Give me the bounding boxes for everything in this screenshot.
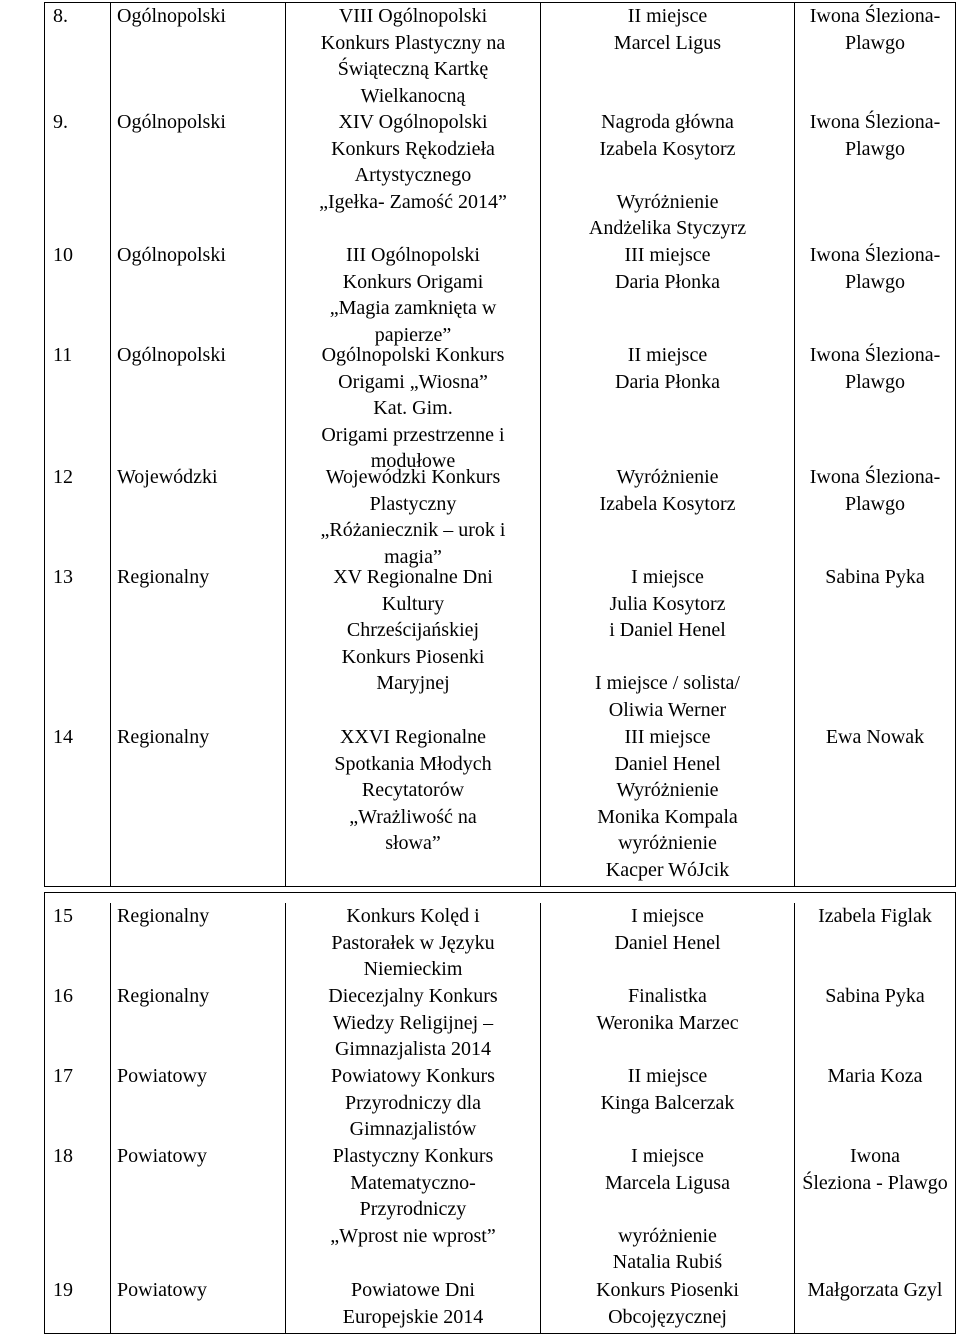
competition-title: XIV Ogólnopolski bbox=[338, 111, 488, 133]
table-row bbox=[45, 1063, 955, 1143]
competition-title: Wiedzy Religijnej – bbox=[332, 1011, 494, 1034]
result-text: Wyróżnienie bbox=[616, 466, 719, 488]
competition-title: III Ogólnopolski bbox=[346, 244, 480, 266]
result-text: Julia Kosytorz bbox=[609, 592, 726, 615]
result-text: Marcela Ligusa bbox=[605, 1171, 730, 1194]
teacher-name: Iwona bbox=[850, 1145, 900, 1167]
competition-title: Pastorałek w Języku bbox=[331, 931, 495, 954]
competition-level: Regionalny bbox=[117, 985, 210, 1007]
teacher-name: Iwona Śleziona- bbox=[809, 344, 941, 366]
competition-title: Powiatowe Dni bbox=[351, 1279, 475, 1301]
competition-title: Origami przestrzenne i bbox=[321, 423, 505, 446]
row-number: 10 bbox=[53, 244, 73, 266]
competition-level: Regionalny bbox=[117, 566, 210, 588]
teacher-name: Plawgo bbox=[845, 31, 905, 54]
table-row bbox=[45, 724, 955, 886]
row-number: 12 bbox=[53, 466, 73, 488]
competition-title: Recytatorów bbox=[361, 779, 465, 801]
row-number: 14 bbox=[53, 726, 73, 748]
row-number: 18 bbox=[53, 1145, 73, 1167]
result-text: i Daniel Henel bbox=[609, 619, 726, 641]
row-number: 17 bbox=[53, 1065, 73, 1087]
competition-title: Kultury bbox=[381, 592, 445, 615]
competition-level: Regionalny bbox=[117, 726, 210, 748]
teacher-name: Iwona Śleziona- bbox=[809, 466, 941, 488]
result-text: Natalia Rubiś bbox=[612, 1251, 723, 1273]
result-text: Nagroda główna bbox=[601, 111, 734, 133]
row-number: 16 bbox=[53, 985, 73, 1007]
row-number: 15 bbox=[53, 905, 73, 927]
result-text: Daria Płonka bbox=[615, 370, 720, 393]
competition-title: Konkurs Rękodzieła bbox=[331, 137, 495, 160]
result-text: Daria Płonka bbox=[615, 270, 720, 293]
result-text: Konkurs Piosenki bbox=[596, 1279, 739, 1301]
teacher-name: Iwona Śleziona- bbox=[809, 244, 941, 266]
competition-title: Ogólnopolski Konkurs bbox=[321, 344, 505, 366]
result-text: Oliwia Werner bbox=[608, 698, 727, 721]
teacher-name: Maria Koza bbox=[827, 1065, 923, 1087]
result-text: Finalistka bbox=[628, 985, 707, 1007]
row-number: 13 bbox=[53, 566, 73, 588]
competition-title: XXVI Regionalne bbox=[339, 726, 487, 748]
table-row bbox=[45, 109, 955, 242]
result-text: I miejsce bbox=[631, 1145, 704, 1167]
result-text: wyróżnienie bbox=[618, 832, 717, 854]
result-text: Wyróżnienie bbox=[616, 779, 719, 801]
competition-title: Plastyczny Konkurs bbox=[332, 1145, 494, 1167]
competition-title: XV Regionalne Dni bbox=[333, 566, 493, 588]
competition-title: Konkurs Piosenki bbox=[341, 645, 485, 668]
competition-title: „Igełka- Zamość 2014” bbox=[319, 190, 507, 213]
table-row bbox=[45, 983, 955, 1063]
table-row bbox=[45, 1277, 955, 1333]
table-row bbox=[45, 242, 955, 346]
competition-title: Niemieckim bbox=[363, 958, 463, 980]
competition-title: „Magia zamknięta w bbox=[329, 297, 497, 319]
teacher-name: Plawgo bbox=[845, 270, 905, 293]
row-number: 19 bbox=[53, 1279, 73, 1301]
teacher-name: Ewa Nowak bbox=[825, 726, 925, 748]
teacher-name: Plawgo bbox=[845, 492, 905, 515]
table-row bbox=[45, 3, 955, 109]
competition-title: Origami „Wiosna” bbox=[338, 370, 488, 393]
result-text: II miejsce bbox=[627, 344, 708, 366]
result-text: wyróżnienie bbox=[618, 1224, 717, 1247]
table-row bbox=[45, 564, 955, 724]
teacher-name: Plawgo bbox=[845, 370, 905, 393]
competition-title: „Wprost nie wprost” bbox=[330, 1224, 496, 1247]
teacher-name: Izabela Figlak bbox=[818, 905, 932, 927]
table-row bbox=[45, 464, 955, 568]
competition-title: Matematyczno- bbox=[350, 1171, 476, 1194]
result-text: II miejsce bbox=[627, 5, 708, 27]
result-text: Wyróżnienie bbox=[616, 190, 719, 213]
result-text: Kinga Balcerzak bbox=[600, 1091, 735, 1114]
competition-title: Gimnazjalistów bbox=[349, 1118, 477, 1140]
result-text: Daniel Henel bbox=[614, 931, 721, 954]
result-text: Andżelika Styczyrz bbox=[588, 217, 747, 239]
result-text: I miejsce bbox=[631, 566, 704, 588]
competition-title: magia” bbox=[384, 545, 442, 568]
competition-title: Wielkanocną bbox=[360, 84, 466, 107]
competition-level: Wojewódzki bbox=[117, 466, 218, 488]
teacher-name: Małgorzata Gzyl bbox=[807, 1279, 943, 1301]
competition-title: Plastyczny bbox=[369, 492, 457, 515]
result-text: III miejsce bbox=[624, 244, 711, 266]
result-text: I miejsce bbox=[631, 905, 704, 927]
competition-title: papierze” bbox=[374, 323, 452, 346]
result-text: Izabela Kosytorz bbox=[599, 492, 736, 515]
competition-title: Maryjnej bbox=[376, 672, 450, 694]
row-number: 11 bbox=[53, 344, 73, 366]
competition-title: Powiatowy Konkurs bbox=[331, 1065, 495, 1087]
competition-title: „Wrażliwość na bbox=[349, 805, 477, 828]
row-number: 9. bbox=[53, 111, 68, 133]
competition-level: Ogólnopolski bbox=[117, 244, 226, 266]
competition-title: Świąteczną Kartkę bbox=[337, 58, 489, 80]
result-text: Monika Kompala bbox=[597, 805, 738, 828]
result-text: Marcel Ligus bbox=[613, 31, 722, 54]
competition-title: Gimnazjalista 2014 bbox=[334, 1038, 492, 1060]
competition-title: Konkurs Kolęd i bbox=[346, 905, 480, 927]
teacher-name: Sabina Pyka bbox=[825, 566, 925, 588]
competition-title: Przyrodniczy bbox=[359, 1198, 467, 1220]
teacher-name: Sabina Pyka bbox=[825, 985, 925, 1007]
competition-title: słowa” bbox=[385, 832, 441, 854]
competition-title: Wojewódzki Konkurs bbox=[325, 466, 501, 488]
competition-level: Regionalny bbox=[117, 905, 210, 927]
competition-title: Konkurs Origami bbox=[342, 270, 484, 293]
competition-title: Europejskie 2014 bbox=[342, 1305, 484, 1328]
competition-level: Powiatowy bbox=[117, 1279, 207, 1301]
competition-title: Artystycznego bbox=[354, 164, 472, 186]
competition-level: Ogólnopolski bbox=[117, 344, 226, 366]
competition-title: Konkurs Plastyczny na bbox=[320, 31, 506, 54]
teacher-name: Iwona Śleziona- bbox=[809, 5, 941, 27]
result-text: II miejsce bbox=[627, 1065, 708, 1087]
results-table-bottom bbox=[44, 892, 956, 1334]
result-text: Kacper WóJcik bbox=[605, 858, 730, 881]
teacher-name: Plawgo bbox=[845, 137, 905, 160]
result-text: Obcojęzycznej bbox=[608, 1305, 727, 1328]
teacher-name: Śleziona - Plawgo bbox=[802, 1171, 948, 1194]
teacher-name: Iwona Śleziona- bbox=[809, 111, 941, 133]
result-text: Izabela Kosytorz bbox=[599, 137, 736, 160]
competition-level: Powiatowy bbox=[117, 1145, 207, 1167]
competition-title: „Różaniecznik – urok i bbox=[320, 519, 506, 541]
results-table-top bbox=[44, 2, 956, 887]
table-row bbox=[45, 1143, 955, 1277]
competition-title: VIII Ogólnopolski bbox=[338, 5, 488, 27]
result-text: Weronika Marzec bbox=[596, 1011, 739, 1034]
row-number: 8. bbox=[53, 5, 68, 27]
competition-title: Diecezjalny Konkurs bbox=[328, 985, 498, 1007]
table-row bbox=[45, 342, 955, 472]
table-row bbox=[45, 893, 955, 983]
result-text: I miejsce / solista/ bbox=[595, 672, 740, 694]
competition-title: modułowe bbox=[370, 450, 456, 472]
competition-level: Powiatowy bbox=[117, 1065, 207, 1087]
competition-title: Przyrodniczy dla bbox=[344, 1091, 482, 1114]
competition-title: Chrześcijańskiej bbox=[346, 619, 480, 641]
competition-level: Ogólnopolski bbox=[117, 111, 226, 133]
result-text: III miejsce bbox=[624, 726, 711, 748]
competition-title: Kat. Gim. bbox=[373, 397, 453, 419]
result-text: Daniel Henel bbox=[614, 752, 721, 775]
competition-level: Ogólnopolski bbox=[117, 5, 226, 27]
competition-title: Spotkania Młodych bbox=[334, 752, 492, 775]
